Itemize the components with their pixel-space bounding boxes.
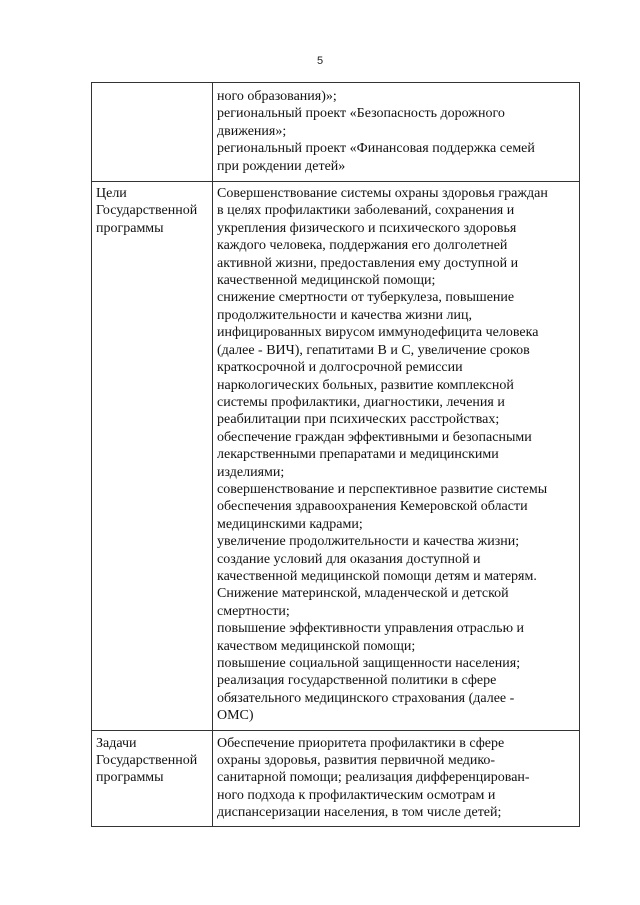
content-line: ного подхода к профилактическим осмотрам и	[217, 787, 496, 803]
content-line: диспансеризации населения, в том числе детей;	[217, 805, 502, 821]
content-line: в целях профилактики заболеваний, сохранения и	[217, 203, 515, 219]
table-row-tasks	[92, 730, 580, 826]
content-line: (далее - ВИЧ), гепатитами B и C, увеличение сроков	[217, 342, 530, 358]
content-line: обеспечения здравоохранения Кемеровской области	[217, 499, 528, 515]
page-number: 5	[316, 55, 324, 67]
label-line: Государственной	[96, 753, 198, 769]
row-content-cell	[213, 182, 580, 731]
row-label-cell	[92, 182, 213, 731]
content-line: совершенствование и перспективное развитие системы	[217, 481, 548, 497]
content-line: реабилитации при психических расстройствах;	[217, 412, 500, 428]
content-line: лекарственными препаратами и медицинскими	[217, 447, 499, 463]
content-line: активной жизни, предоставления ему доступной и	[217, 255, 519, 271]
content-line: региональный проект «Безопасность дорожного	[217, 106, 505, 122]
content-line: Совершенствование системы охраны здоровья граждан	[217, 186, 548, 202]
content-line: охраны здоровья, развития первичной медико-	[217, 753, 496, 769]
label-line: программы	[96, 770, 164, 786]
content-line: краткосрочной и долгосрочной ремиссии	[217, 360, 463, 376]
content-line: качеством медицинской помощи;	[217, 638, 416, 654]
content-line: укрепления физического и психического здоровья	[217, 220, 517, 236]
content-line: продолжительности и качества жизни лиц,	[217, 307, 473, 323]
content-line: региональный проект «Финансовая поддержка семей	[217, 141, 535, 157]
label-line: Государственной	[96, 203, 198, 219]
content-line: реализация государственной политики в сфере	[217, 673, 497, 689]
content-line: повышение социальной защищенности населения;	[217, 656, 521, 671]
row-label-cell	[92, 83, 213, 182]
content-line: наркологических больных, развитие комплексной	[217, 377, 514, 393]
content-line: смертности;	[217, 603, 290, 619]
content-line: качественной медицинской помощи;	[217, 273, 436, 289]
table-row-continuation	[92, 83, 580, 182]
row-content-cell	[213, 730, 580, 826]
content-line: Снижение материнской, младенческой и детской	[217, 586, 509, 602]
row-label-cell	[92, 730, 213, 826]
content-line: снижение смертности от туберкулеза, повышение	[217, 290, 515, 306]
table-row-goals	[92, 182, 580, 731]
content-line: движения»;	[217, 123, 287, 139]
row-content-cell	[213, 83, 580, 182]
label-line: Задачи	[96, 735, 137, 751]
content-line: обязательного медицинского страхования (далее -	[217, 690, 515, 706]
content-line: системы профилактики, диагностики, лечения и	[217, 394, 505, 410]
label-line: программы	[96, 220, 164, 236]
content-line: повышение эффективности управления отраслью и	[217, 621, 525, 637]
content-line: изделиями;	[217, 464, 285, 480]
content-line: каждого человека, поддержания его долголетней	[217, 238, 508, 254]
content-line: увеличение продолжительности и качества жизни;	[217, 534, 520, 550]
content-line: при рождении детей»	[217, 158, 346, 174]
content-line: качественной медицинской помощи детям и матерям.	[217, 568, 537, 584]
content-line: санитарной помощи; реализация дифференцирован-	[217, 770, 530, 786]
program-passport-table	[91, 82, 580, 827]
content-line: ного образования)»;	[217, 89, 337, 104]
content-line: ОМС)	[217, 708, 254, 724]
content-line: инфицированных вирусом иммунодефицита человека	[217, 325, 539, 341]
label-line: Цели	[96, 186, 127, 202]
content-line: обеспечение граждан эффективными и безопасными	[217, 429, 532, 445]
content-line: Обеспечение приоритета профилактики в сфере	[217, 735, 505, 751]
content-line: медицинскими кадрами;	[217, 516, 363, 532]
content-line: создание условий для оказания доступной и	[217, 551, 481, 567]
